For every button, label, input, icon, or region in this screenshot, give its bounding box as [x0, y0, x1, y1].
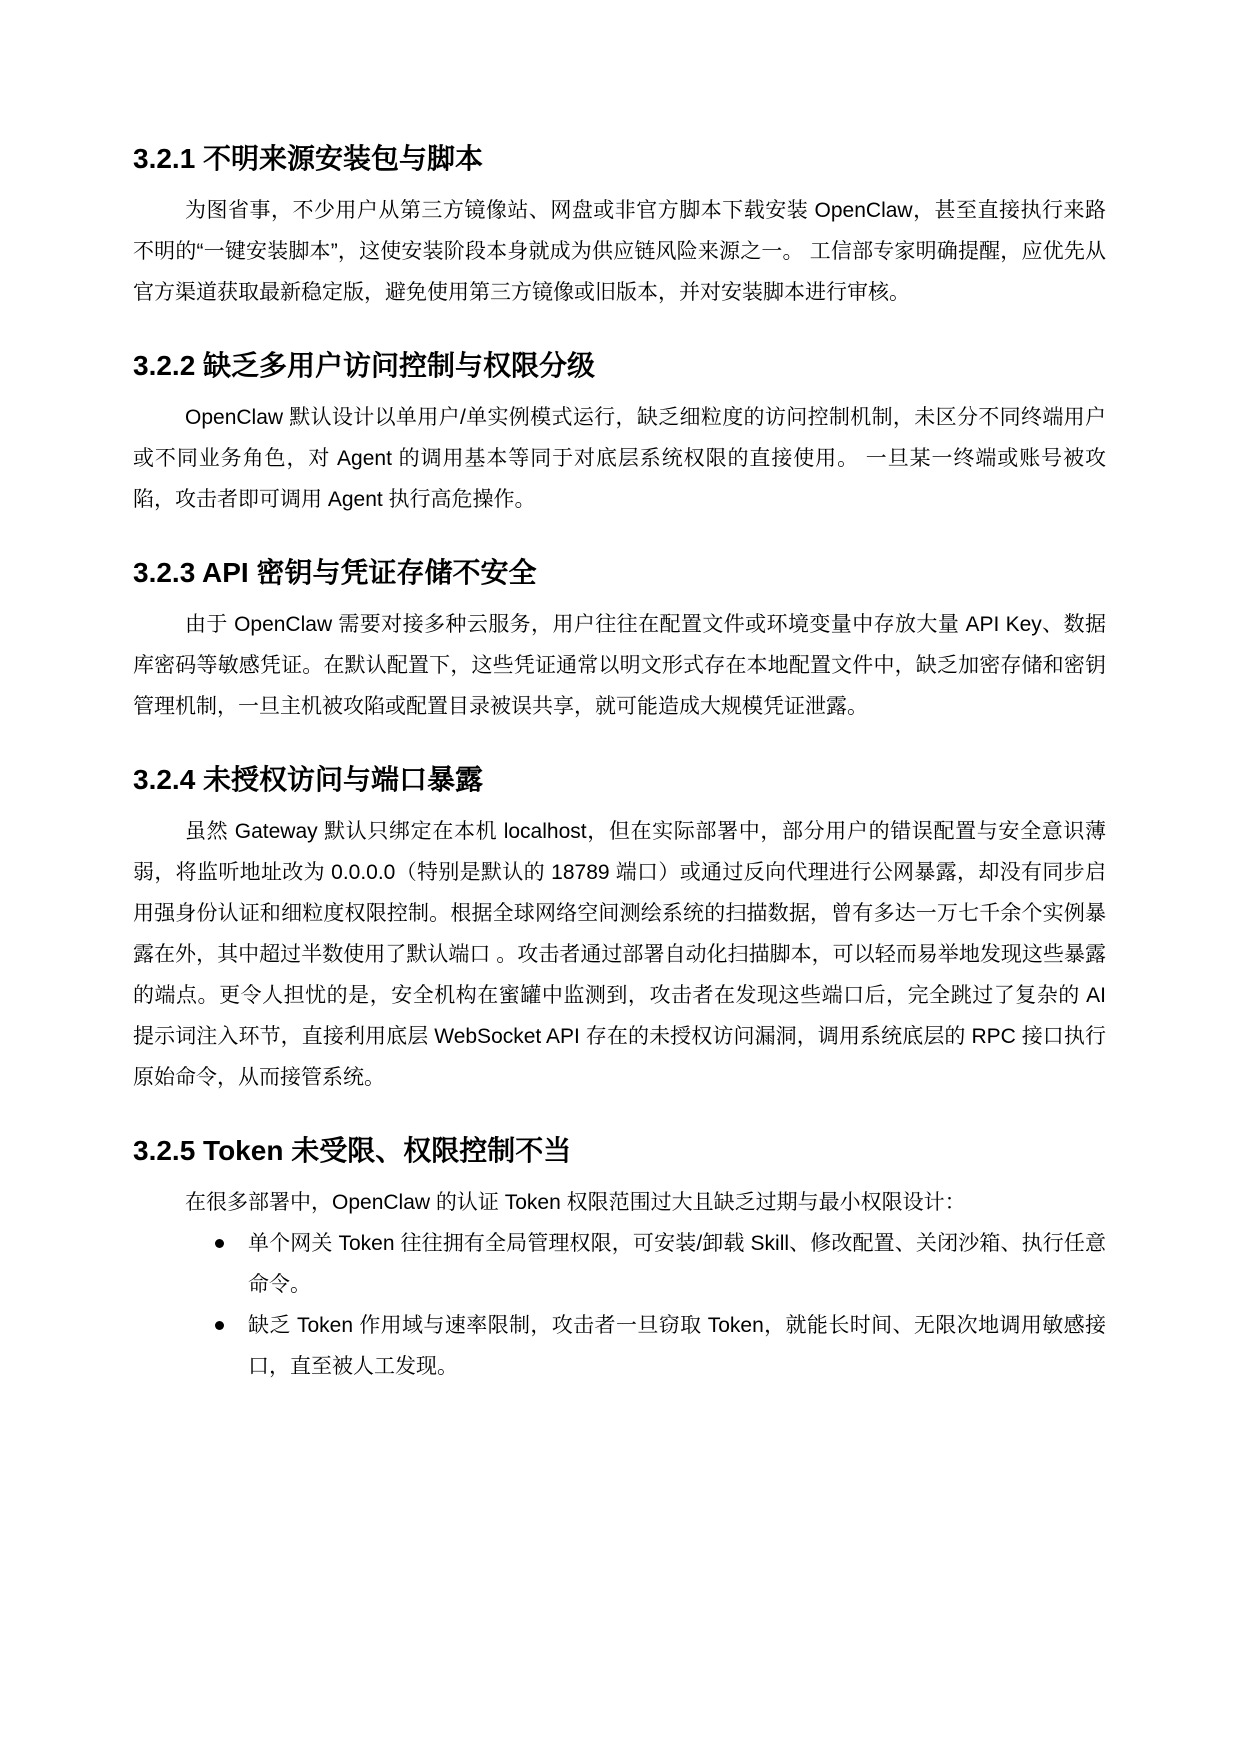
list-item: [133, 1223, 1106, 1305]
list-item-text: 缺乏 Token 作用域与速率限制，攻击者一旦窃取 Token，就能长时间、无限次地调用敏感接口，直至被人工发现。: [248, 1314, 1106, 1378]
section-heading-3-2-1: 3.2.1 不明来源安装包与脚本: [133, 143, 484, 174]
section-3-2-5: [133, 1132, 1106, 1387]
section-heading-3-2-5: 3.2.5 Token 未受限、权限控制不当: [133, 1135, 572, 1166]
section-3-2-3: [133, 554, 1106, 727]
section-heading-3-2-2: 3.2.2 缺乏多用户访问控制与权限分级: [133, 350, 596, 381]
paragraph: 由于 OpenClaw 需要对接多种云服务，用户往往在配置文件或环境变量中存放大量 API Key、数据库密码等敏感凭证。在默认配置下，这些凭证通常以明文形式存在本地配置文件中，缺乏加密存储和密钥管理机制，一旦主机被攻陷或配置目录被误共享，就可能造成大规模凭证泄露。: [133, 613, 1106, 718]
section-3-2-2: [133, 347, 1106, 520]
paragraph: OpenClaw 默认设计以单用户/单实例模式运行，缺乏细粒度的访问控制机制，未区分不同终端用户或不同业务角色，对 Agent 的调用基本等同于对底层系统权限的直接使用。 一旦某一终端或账号被攻陷，攻击者即可调用 Agent 执行高危操作。: [133, 406, 1106, 511]
list-item-text: 单个网关 Token 往往拥有全局管理权限，可安装/卸载 Skill、修改配置、关闭沙箱、执行任意命令。: [248, 1232, 1106, 1296]
section-3-2-4: [133, 761, 1106, 1098]
paragraph: 虽然 Gateway 默认只绑定在本机 localhost，但在实际部署中，部分用户的错误配置与安全意识薄弱，将监听地址改为 0.0.0.0（特别是默认的 18789 端口）或通过反向代理进行公网暴露，却没有同步启用强身份认证和细粒度权限控制。根据全球网络空间测绘系统的扫描数据，曾有多达一万七千余个实例暴露在外，其中超过半数使用了默认端口 。攻击者通过部署自动化扫描脚本，可以轻而易举地发现这些暴露的端点。更令人担忧的是，安全机构在蜜罐中监测到，攻击者在发现这些端口后，完全跳过了复杂的 AI 提示词注入环节，直接利用底层 WebSocket API 存在的未授权访问漏洞，调用系统底层的 RPC 接口执行原始命令，从而接管系统。: [133, 820, 1106, 1089]
bullet-list: [133, 1223, 1106, 1387]
section-3-2-1: [133, 140, 1106, 313]
paragraph: 为图省事，不少用户从第三方镜像站、网盘或非官方脚本下载安装 OpenClaw，甚至直接执行来路不明的“一键安装脚本”，这使安装阶段本身就成为供应链风险来源之一。 工信部专家明确提醒，应优先从官方渠道获取最新稳定版，避免使用第三方镜像或旧版本，并对安装脚本进行审核。: [133, 199, 1106, 304]
list-item: [133, 1305, 1106, 1387]
bullet-icon: [215, 1321, 224, 1330]
section-heading-3-2-4: 3.2.4 未授权访问与端口暴露: [133, 764, 484, 795]
paragraph: 在很多部署中，OpenClaw 的认证 Token 权限范围过大且缺乏过期与最小权限设计：: [185, 1191, 966, 1214]
bullet-icon: [215, 1239, 224, 1248]
section-heading-3-2-3: 3.2.3 API 密钥与凭证存储不安全: [133, 557, 537, 588]
